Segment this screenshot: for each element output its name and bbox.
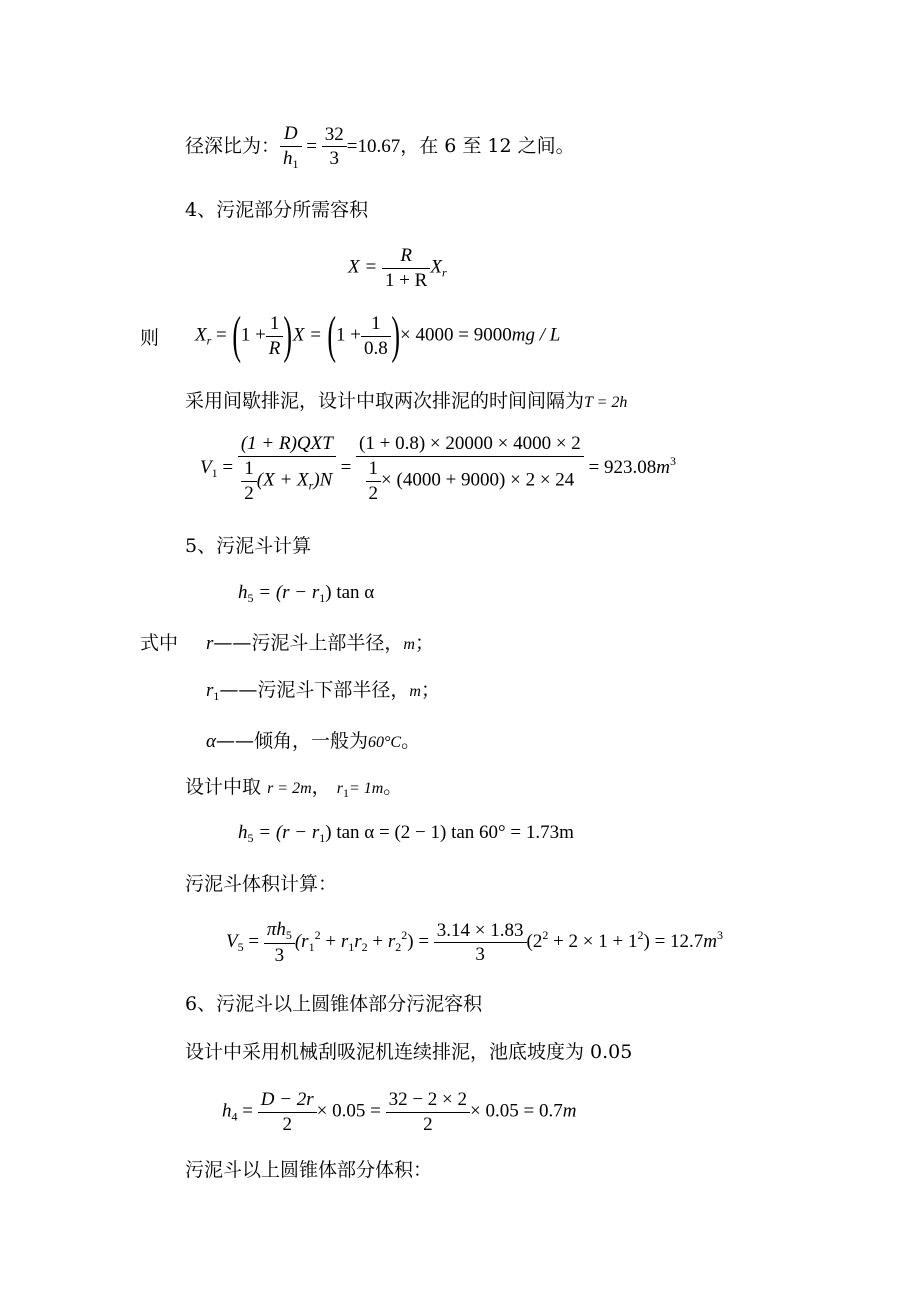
ratio-value: =10.67 bbox=[346, 135, 401, 157]
where-label: 式中 bbox=[140, 632, 179, 654]
where-alpha: α——倾角，一般为60°C。 bbox=[206, 730, 421, 752]
design-take-line: 设计中取 r = 2m， $r_1= 1m$。 bbox=[185, 776, 403, 800]
scraper-line: 设计中采用机械刮吸泥机连续排泥，池底坡度为 0.05 bbox=[185, 1041, 633, 1063]
formula-v5: $V_5$ = $\frac{\pi h_5}{3}$ $(r_1^2 + r_1r_2 + r_2^2)$ = $\frac{3.14 \times 1.83}{3}$ $(2^2 + 2 \times 1 + 1^2) = 12.7m^3$ bbox=[226, 919, 724, 966]
section-6-heading: 6、污泥斗以上圆锥体部分污泥容积 bbox=[185, 993, 483, 1015]
section-5-heading: 5、污泥斗计算 bbox=[185, 535, 312, 557]
then-label: 则 bbox=[140, 327, 160, 349]
ratio-line: 径深比为： $\frac{D}{h_1}$ = $\frac{32}{3}$ =10.67，在 6 至 12 之间。 bbox=[185, 123, 575, 171]
ratio-tail: ，在 6 至 12 之间。 bbox=[400, 134, 575, 157]
cone-volume-label: 污泥斗以上圆锥体部分体积： bbox=[185, 1159, 433, 1181]
formula-x-frac: $\frac{R}{1 + R}$ bbox=[382, 244, 430, 293]
formula-v1-frac2: (1 + 0.8) × 20000 × 4000 × 2 $\frac{1}{2}$ × (4000 + 9000) × 2 × 24 bbox=[356, 432, 584, 505]
formula-v1-frac1: (1 + R)QXT $\frac{1}{2}$ $(X + X_r)N$ bbox=[238, 432, 336, 505]
where-r: r——污泥斗上部半径，m； bbox=[206, 632, 434, 654]
ratio-label: 径深比为： bbox=[185, 134, 281, 157]
formula-h4: $h_4$ = $\frac{D - 2r}{2}$ × 0.05 = $\frac{32 - 2 \times 2}{2}$ × 0.05 = 0.7m bbox=[222, 1089, 577, 1135]
volume-calc-label: 污泥斗体积计算： bbox=[185, 873, 338, 895]
formula-h5: $h_5 = (r - r_1)$ tan α bbox=[238, 582, 375, 605]
where-r1: $r_1——$污泥斗下部半径，m； bbox=[206, 679, 440, 703]
formula-v1: $V_1$ = (1 + R)QXT $\frac{1}{2}$ $(X + X_r)N$ = (1 + 0.8) × 20000 × 4000 × 2 $\frac{1}{2}$ × (4000 + 9000) × 2 × 24 = $923.08m^3$ bbox=[200, 433, 676, 504]
formula-x: X = $\frac{R}{1 + R}$ $X_r$ bbox=[348, 245, 447, 291]
ratio-frac-num: $\frac{32}{3}$ bbox=[322, 123, 347, 172]
formula-xr: $X_r = (1$ + $\frac{1}{R}$ )X = (1 + $\frac{1}{0.8}$ )× 4000 = 9000mg / L bbox=[195, 307, 561, 364]
ratio-frac-dh: $\frac{D}{h_1}$ bbox=[280, 122, 302, 172]
interval-line: 采用间歇排泥，设计中取两次排泥的时间间隔为T = 2h bbox=[185, 390, 628, 412]
section-4-heading: 4、污泥部分所需容积 bbox=[185, 199, 369, 221]
formula-h5-value: $h_5 = (r - r_1)$ tan α = (2 − 1) tan 60° = 1.73m bbox=[238, 822, 574, 845]
